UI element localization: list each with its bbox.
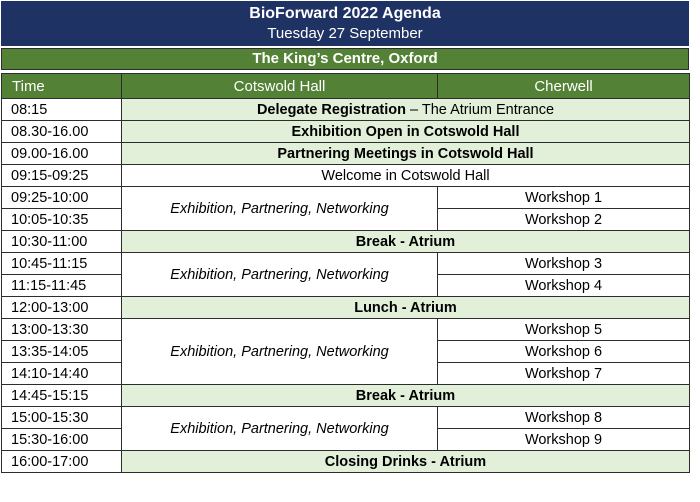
column-header-row — [2, 74, 690, 99]
event-regular-text: – The Atrium Entrance — [406, 101, 555, 118]
column-header-cotswold-hall: Cotswold Hall — [122, 74, 438, 99]
activity-cell: Exhibition, Partnering, Networking — [122, 187, 438, 231]
agenda-title: BioForward 2022 Agenda — [249, 5, 441, 22]
time-cell: 15:30-16:00 — [2, 429, 122, 451]
table-row — [2, 319, 690, 341]
event-cell-break: Break - Atrium — [122, 385, 690, 407]
event-cell-partnering-meetings: Partnering Meetings in Cotswold Hall — [122, 143, 690, 165]
table-row — [2, 121, 690, 143]
time-cell: 15:00-15:30 — [2, 407, 122, 429]
table-row — [2, 165, 690, 187]
workshop-cell: Workshop 4 — [438, 275, 690, 297]
time-cell: 10:05-10:35 — [2, 209, 122, 231]
table-row — [2, 297, 690, 319]
agenda-table — [1, 73, 690, 473]
workshop-cell: Workshop 3 — [438, 253, 690, 275]
workshop-cell: Workshop 5 — [438, 319, 690, 341]
workshop-cell: Workshop 6 — [438, 341, 690, 363]
time-cell: 13:35-14:05 — [2, 341, 122, 363]
event-bold-text: Delegate Registration — [256, 101, 407, 118]
time-cell: 09.00-16.00 — [2, 143, 122, 165]
event-cell-lunch: Lunch - Atrium — [122, 297, 690, 319]
table-row — [2, 99, 690, 121]
activity-cell: Exhibition, Partnering, Networking — [122, 253, 438, 297]
time-cell: 16:00-17:00 — [2, 451, 122, 473]
workshop-cell: Workshop 2 — [438, 209, 690, 231]
event-cell-exhibition-open: Exhibition Open in Cotswold Hall — [122, 121, 690, 143]
activity-cell: Exhibition, Partnering, Networking — [122, 319, 438, 385]
table-row — [2, 407, 690, 429]
time-cell: 12:00-13:00 — [2, 297, 122, 319]
workshop-cell: Workshop 7 — [438, 363, 690, 385]
activity-cell: Exhibition, Partnering, Networking — [122, 407, 438, 451]
event-cell-welcome: Welcome in Cotswold Hall — [122, 165, 690, 187]
event-cell-break: Break - Atrium — [122, 231, 690, 253]
column-header-cherwell: Cherwell — [438, 74, 690, 99]
time-cell: 11:15-11:45 — [2, 275, 122, 297]
workshop-cell: Workshop 8 — [438, 407, 690, 429]
table-row — [2, 187, 690, 209]
column-header-time: Time — [2, 74, 122, 99]
time-cell: 10:30-11:00 — [2, 231, 122, 253]
time-cell: 08:15 — [2, 99, 122, 121]
time-cell: 10:45-11:15 — [2, 253, 122, 275]
table-row — [2, 253, 690, 275]
workshop-cell: Workshop 9 — [438, 429, 690, 451]
time-cell: 08.30-16.00 — [2, 121, 122, 143]
event-cell-delegate-registration — [122, 99, 690, 121]
table-row — [2, 451, 690, 473]
event-cell-closing-drinks: Closing Drinks - Atrium — [122, 451, 690, 473]
workshop-cell: Workshop 1 — [438, 187, 690, 209]
table-row — [2, 143, 690, 165]
time-cell: 09:25-10:00 — [2, 187, 122, 209]
table-row — [2, 385, 690, 407]
time-cell: 13:00-13:30 — [2, 319, 122, 341]
time-cell: 09:15-09:25 — [2, 165, 122, 187]
title-banner — [1, 1, 689, 46]
table-row — [2, 231, 690, 253]
venue-banner: The King’s Centre, Oxford — [1, 48, 689, 70]
agenda-date: Tuesday 27 September — [267, 25, 423, 42]
time-cell: 14:10-14:40 — [2, 363, 122, 385]
time-cell: 14:45-15:15 — [2, 385, 122, 407]
